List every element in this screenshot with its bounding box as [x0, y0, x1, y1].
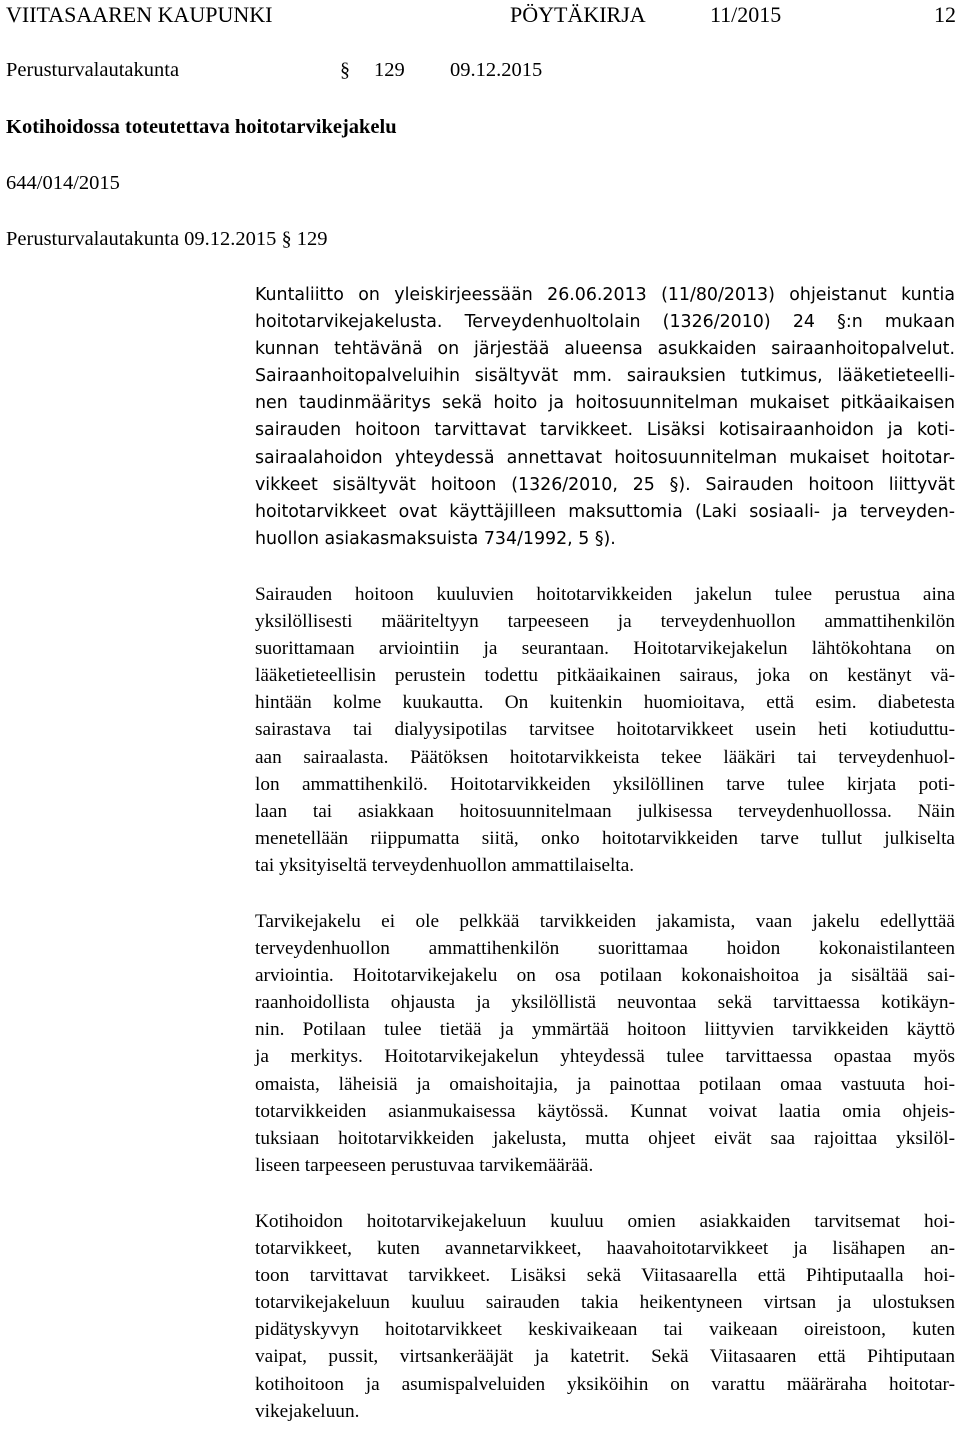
- paragraph-line: vaipat, pussit, virtsankerääjät ja katetrit. Sekä Viitasaaren että Pihtiputaan: [255, 1346, 955, 1368]
- document-type: PÖYTÄKIRJA: [510, 2, 646, 27]
- document-number: 11/2015: [710, 2, 782, 27]
- handling-history: [6, 226, 327, 252]
- paragraph-line: huollon asiakasmaksuista 734/1992, 5 §).: [255, 528, 616, 549]
- section-number: 129: [374, 59, 405, 81]
- paragraph-line: toon tarvittavat tarvikkeet. Lisäksi sekä Viitasaarella että Pihtiputaalla hoi-: [255, 1265, 955, 1287]
- paragraph-line: arviointia. Hoitotarvikejakelu on osa potilaan kokonaishoitoa ja sisältää sai-: [255, 965, 955, 987]
- paragraph-line: sairauden hoitoon tarvittavat tarvikkeet. Lisäksi kotisairaanhoidon ja koti-: [255, 420, 955, 441]
- item-title: Kotihoidossa toteutettava hoitotarvikejakelu: [6, 116, 397, 138]
- paragraph-3: [255, 908, 955, 1179]
- paragraph-2: [255, 581, 955, 879]
- history-body-date: Perusturvalautakunta 09.12.2015: [6, 228, 277, 250]
- paragraph-line: suorittamaan arviointiin ja seurantaan. Hoitotarvikejakelun lähtökohtana on: [255, 638, 955, 660]
- meeting-body: Perusturvalautakunta: [6, 59, 180, 81]
- history-section-symbol: §: [281, 228, 292, 250]
- history-section-number: 129: [296, 228, 328, 250]
- organization-name: VIITASAAREN KAUPUNKI: [6, 2, 273, 27]
- paragraph-line: kotihoitoon ja asumispalveluiden yksiköihin on varattu määräraha hoitotar-: [255, 1373, 955, 1395]
- paragraph-line: omaista, läheisiä ja omaishoitajia, ja painottaa potilaan omaa vastuuta hoi-: [255, 1073, 955, 1095]
- paragraph-line: nen taudinmääritys sekä hoito ja hoitosuunnitelman mukaiset pitkäaikaisen: [255, 393, 955, 414]
- paragraph-line: Sairaanhoitopalveluihin sisältyvät mm. sairauksien tutkimus, lääketieteelli-: [255, 366, 955, 387]
- paragraph-line: tai yksityiseltä terveydenhuollon ammattilaiselta.: [255, 854, 635, 876]
- paragraph-line: laan tai asiakkaan hoitosuunnitelmaan julkisessa terveydenhuollossa. Näin: [255, 800, 955, 822]
- page-number: 12: [934, 2, 956, 27]
- paragraph-line: yksilöllisesti määriteltyyn tarpeeseen ja terveydenhuollon ammattihenkilön: [255, 611, 955, 633]
- paragraph-line: tuksiaan hoitotarvikkeiden jakelusta, mutta ohjeet eivät saa rajoittaa yksilöl-: [255, 1127, 955, 1149]
- paragraph-line: sairastava tai dialyysipotilas tarvitsee hoitotarvikkeet usein heti kotiuduttu-: [255, 719, 955, 741]
- paragraph-line: kunnan tehtävänä on järjestää alueensa asukkaiden sairaanhoitopalvelut.: [255, 339, 955, 360]
- paragraph-line: raanhoidollista ohjausta ja yksilöllistä neuvontaa sekä tarvittaessa kotikäyn-: [255, 992, 955, 1014]
- paragraph-line: sairaalahoidon yhteydessä annettavat hoitosuunnitelman mukaiset hoitotar-: [255, 447, 955, 468]
- paragraph-1: [255, 282, 955, 553]
- paragraph-line: pidätyskyvyn hoitotarvikkeet keskivaikeaan tai vaikeaan oireistoon, kuten: [255, 1319, 955, 1341]
- paragraph-line: Kuntaliitto on yleiskirjeessään 26.06.2013 (11/80/2013) ohjeistanut kuntia: [255, 285, 955, 305]
- paragraph-line: Sairauden hoitoon kuuluvien hoitotarvikkeiden jakelun tulee perustua aina: [255, 584, 955, 605]
- paragraph-line: terveydenhuollon ammattihenkilön suorittamaa hoidon kokonaistilanteen: [255, 938, 955, 960]
- paragraph-line: liseen tarpeeseen perustuvaa tarvikemäärää.: [255, 1154, 594, 1176]
- paragraph-line: vikejakeluun.: [255, 1400, 360, 1422]
- paragraph-4: [255, 1208, 955, 1425]
- paragraph-line: nin. Potilaan tulee tietää ja ymmärtää hoitoon liittyvien tarvikkeiden käyttö: [255, 1019, 955, 1041]
- paragraph-line: Kotihoidon hoitotarvikejakeluun kuuluu omien asiakkaiden tarvitsemat hoi-: [255, 1211, 955, 1232]
- paragraph-line: menetellään riippumatta siitä, onko hoitotarvikkeiden tarve tullut julkiselta: [255, 827, 955, 849]
- paragraph-line: lon ammattihenkilö. Hoitotarvikkeiden yksilöllinen tarve tulee kirjata poti-: [255, 773, 955, 795]
- paragraph-line: hoitotarvikkeet ovat käyttäjilleen maksuttomia (Laki sosiaali- ja terveyden-: [255, 501, 955, 522]
- paragraph-line: totarvikkeet, kuten avannetarvikkeet, haavahoitotarvikkeet ja lisähapen an-: [255, 1238, 955, 1260]
- paragraph-line: totarvikejakeluun kuuluu sairauden takia heikentyneen virtsan ja ulostuksen: [255, 1292, 955, 1314]
- section-symbol: §: [340, 59, 350, 81]
- paragraph-line: vikkeet sisältyvät hoitoon (1326/2010, 25 §). Sairauden hoitoon liittyvät: [255, 474, 955, 495]
- paragraph-line: ja merkitys. Hoitotarvikejakelun yhteydessä tulee tarvittaessa opastaa myös: [255, 1046, 955, 1068]
- paragraph-line: hintään kolme kuukautta. On kuitenkin huomioitava, että esim. diabetesta: [255, 692, 955, 714]
- paragraph-line: aan sairaalasta. Päätöksen hoitotarvikkeista tekee lääkäri tai terveydenhuol-: [255, 746, 955, 768]
- paragraph-line: hoitotarvikejakelusta. Terveydenhuoltolain (1326/2010) 24 §:n mukaan: [255, 312, 955, 333]
- paragraph-line: totarvikkeiden asianmukaisessa käytössä. Kunnat voivat laatia omia ohjeis-: [255, 1100, 955, 1122]
- diary-number: 644/014/2015: [6, 172, 120, 194]
- paragraph-line: Tarvikejakelu ei ole pelkkää tarvikkeiden jakamista, vaan jakelu edellyttää: [255, 911, 955, 932]
- paragraph-line: lääketieteellisin perustein todettu pitkäaikainen sairaus, joka on kestänyt vä-: [255, 665, 955, 687]
- meeting-date: 09.12.2015: [450, 59, 543, 81]
